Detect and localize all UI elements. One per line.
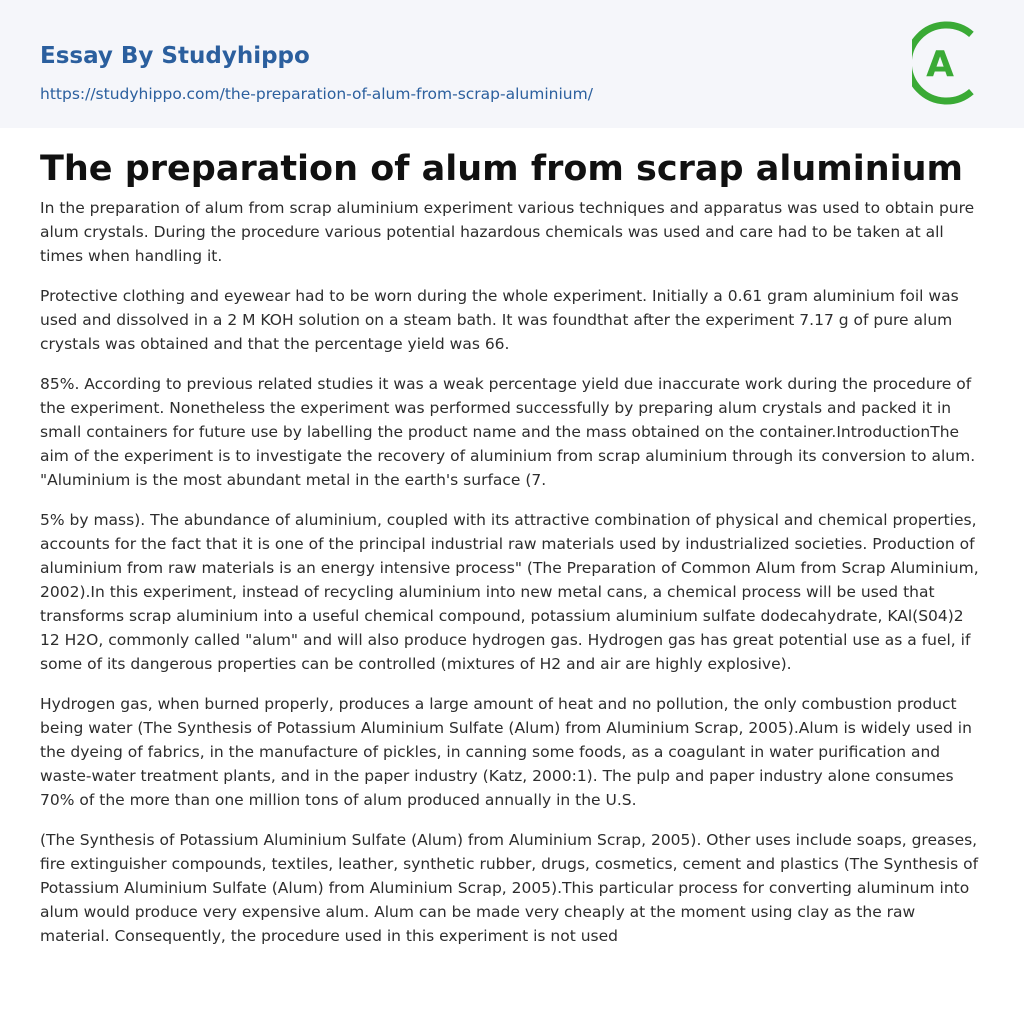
logo-letter: A [926,44,954,85]
article-paragraph-3: 85%. According to previous related studies it was a weak percentage yield due inaccurate work during the procedure of the experiment. Nonetheless the experiment was performed successfully by preparing alum crystals and packed it in small containers for future use by labelling the product name and the mass obtained on the container.IntroductionThe aim of the experiment is to investigate the recovery of aluminium from scrap aluminium through its conversion to alum. "Aluminium is the most abundant metal in the earth's surface (7. [40,375,976,489]
article-paragraph-1: In the preparation of alum from scrap aluminium experiment various techniques and apparatus was used to obtain pure alum crystals. During the procedure various potential hazardous chemicals was used and care had to be taken at all times when handling it. [40,199,975,265]
article-paragraph-6: (The Synthesis of Potassium Aluminium Sulfate (Alum) from Aluminium Scrap, 2005). Other uses include soaps, greases, fire extinguisher compounds, textiles, leather, synthetic rubber, drugs, cosmetics, cement and plastics (The Synthesis of Potassium Aluminium Sulfate (Alum) from Aluminium Scrap, 2005).This particular process for converting aluminum into alum would produce very expensive alum. Alum can be made very cheaply at the moment using clay as the raw material. Consequently, the procedure used in this experiment is not used [40,831,979,945]
article-paragraph-2: Protective clothing and eyewear had to be worn during the whole experiment. Initially a 0.61 gram aluminium foil was used and dissolved in a 2 M KOH solution on a steam bath. It was foundthat after the experiment 7.17 g of pure alum crystals was obtained and that the percentage yield was 66. [40,287,959,353]
source-url-link[interactable]: https://studyhippo.com/the-preparation-of-alum-from-scrap-aluminium/ [40,85,593,103]
site-header [0,0,1024,128]
article-paragraph-5: Hydrogen gas, when burned properly, produces a large amount of heat and no pollution, the only combustion product being water (The Synthesis of Potassium Aluminium Sulfate (Alum) from Aluminium Scrap, 2005).Alum is widely used in the dyeing of fabrics, in the manufacture of pickles, in canning some foods, as a coagulant in water purification and waste-water treatment plants, and in the paper industry (Katz, 2000:1). The pulp and paper industry alone consumes 70% of the more than one million tons of alum produced annually in the U.S. [40,695,972,809]
studyhippo-logo-icon[interactable] [912,20,986,106]
article-paragraph-4: 5% by mass). The abundance of aluminium, coupled with its attractive combination of physical and chemical properties, accounts for the fact that it is one of the principal industrial raw materials used by industrialized societies. Production of aluminium from raw materials is an energy intensive process" (The Preparation of Common Alum from Scrap Aluminium, 2002).In this experiment, instead of recycling aluminium into new metal cans, a chemical process will be used that transforms scrap aluminium into a useful chemical compound, potassium aluminium sulfate dodecahydrate, KAl(S04)2 12 H2O, commonly called "alum" and will also produce hydrogen gas. Hydrogen gas has great potential use as a fuel, if some of its dangerous properties can be controlled (mixtures of H2 and air are highly explosive). [40,511,979,673]
page-title: The preparation of alum from scrap aluminium [40,149,964,189]
site-brand[interactable]: Essay By Studyhippo [40,43,310,69]
article [40,146,984,964]
